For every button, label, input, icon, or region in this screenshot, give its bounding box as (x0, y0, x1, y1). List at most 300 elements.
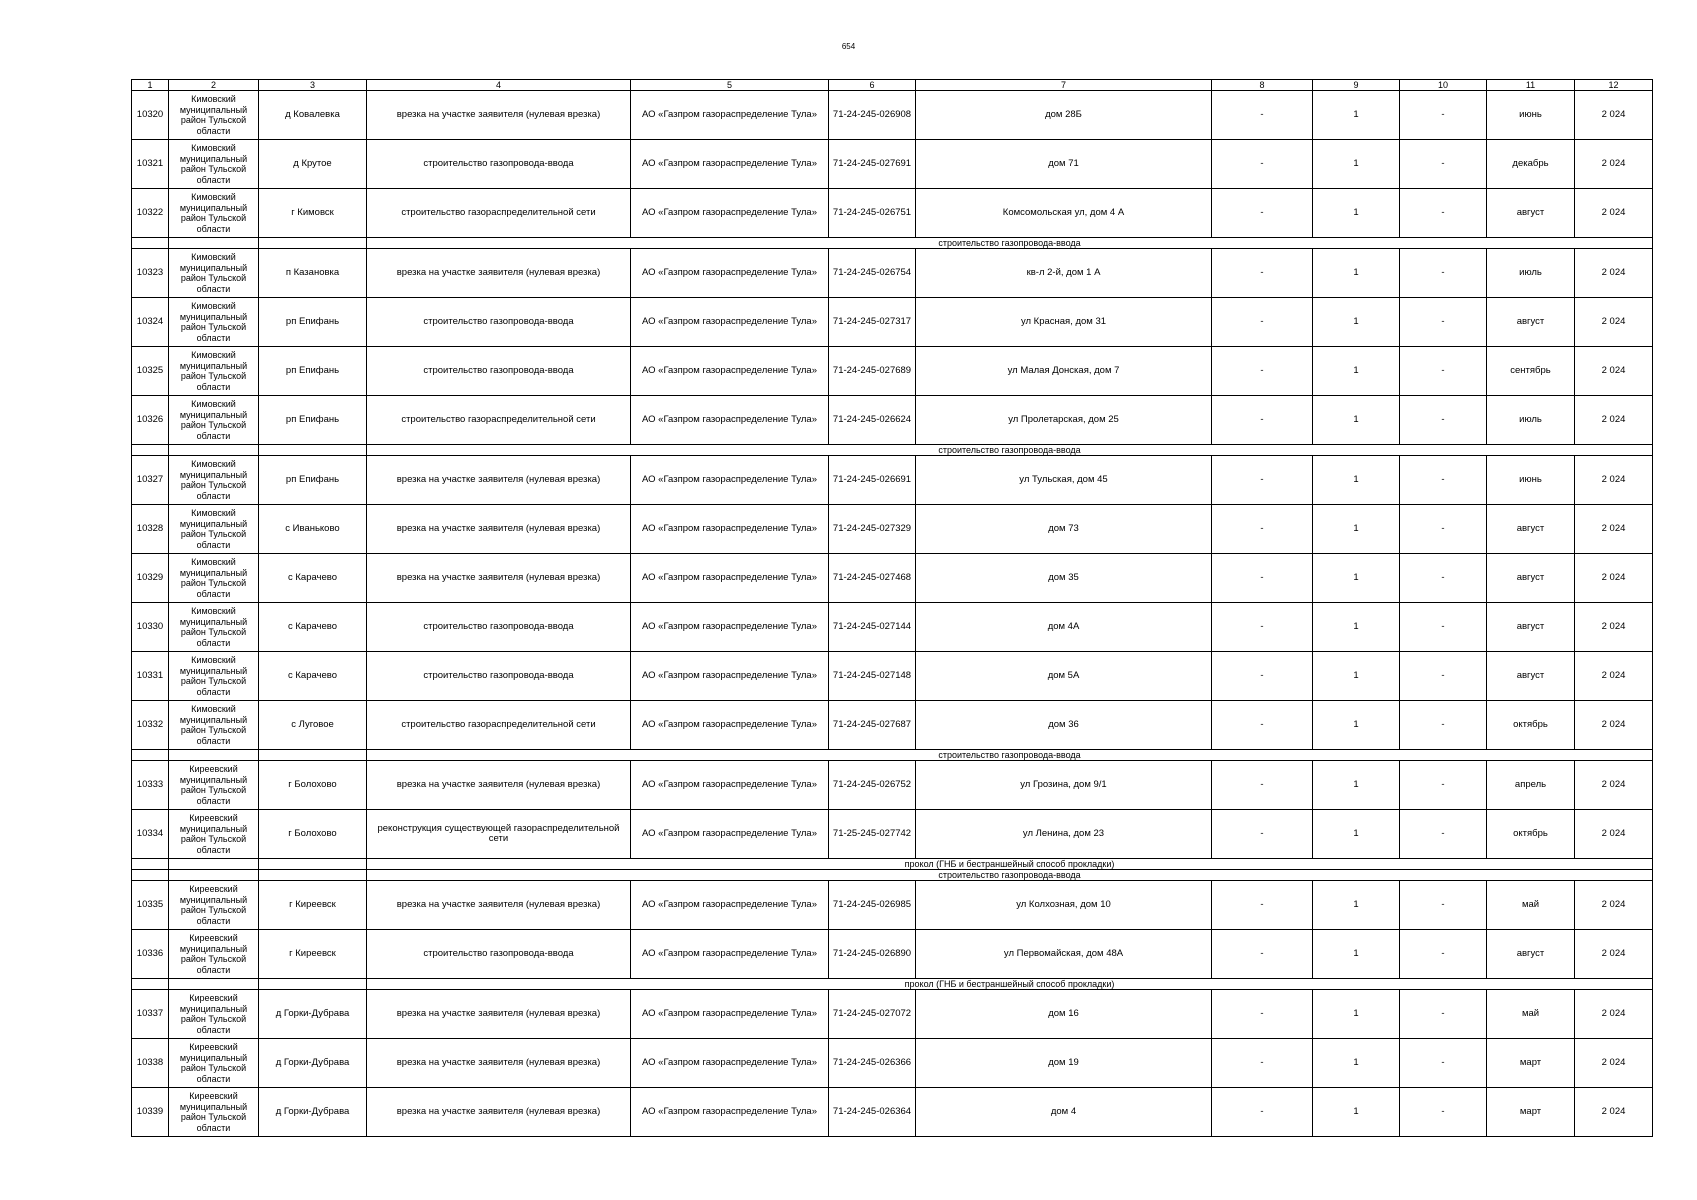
month-cell: март (1487, 1088, 1575, 1137)
row-number: 10326 (132, 396, 169, 445)
column-number: 11 (1487, 80, 1575, 91)
note-empty-1 (132, 870, 169, 881)
address-cell: ул Первомайская, дом 48А (916, 930, 1212, 979)
table-row (132, 140, 1653, 189)
year-cell: 2 024 (1575, 1039, 1653, 1088)
year-cell: 2 024 (1575, 881, 1653, 930)
column-10-cell: - (1400, 347, 1487, 396)
table-row (132, 249, 1653, 298)
district-cell: Кимовский муниципальный район Тульской области (169, 554, 259, 603)
locality-cell: д Горки-Дубрава (259, 1088, 367, 1137)
district-cell: Кимовский муниципальный район Тульской области (169, 456, 259, 505)
organization-cell: АО «Газпром газораспределение Тула» (631, 990, 829, 1039)
district-cell: Кимовский муниципальный район Тульской области (169, 249, 259, 298)
organization-cell: АО «Газпром газораспределение Тула» (631, 810, 829, 859)
application-code-cell: 71-24-245-026624 (829, 396, 916, 445)
year-cell: 2 024 (1575, 249, 1653, 298)
address-cell: Комсомольская ул, дом 4 А (916, 189, 1212, 238)
work-subtype-row (132, 238, 1653, 249)
organization-cell: АО «Газпром газораспределение Тула» (631, 603, 829, 652)
row-number: 10330 (132, 603, 169, 652)
organization-cell: АО «Газпром газораспределение Тула» (631, 881, 829, 930)
organization-cell: АО «Газпром газораспределение Тула» (631, 249, 829, 298)
district-cell: Кимовский муниципальный район Тульской области (169, 505, 259, 554)
work-type-cell: строительство газопровода-ввода (367, 140, 631, 189)
address-cell: ул Грозина, дом 9/1 (916, 761, 1212, 810)
column-8-cell: - (1212, 652, 1313, 701)
year-cell: 2 024 (1575, 810, 1653, 859)
month-cell: август (1487, 505, 1575, 554)
column-10-cell: - (1400, 761, 1487, 810)
year-cell: 2 024 (1575, 554, 1653, 603)
address-cell: ул Тульская, дом 45 (916, 456, 1212, 505)
note-empty-3 (259, 870, 367, 881)
locality-cell: д Ковалевка (259, 91, 367, 140)
organization-cell: АО «Газпром газораспределение Тула» (631, 396, 829, 445)
column-9-cell: 1 (1313, 761, 1400, 810)
column-10-cell: - (1400, 396, 1487, 445)
year-cell: 2 024 (1575, 1088, 1653, 1137)
table-row (132, 701, 1653, 750)
note-empty-1 (132, 238, 169, 249)
work-type-cell: строительство газопровода-ввода (367, 298, 631, 347)
application-code-cell: 71-24-245-027691 (829, 140, 916, 189)
column-10-cell: - (1400, 249, 1487, 298)
work-subtype-label: строительство газопровода-ввода (367, 750, 1653, 761)
column-8-cell: - (1212, 810, 1313, 859)
address-cell: дом 16 (916, 990, 1212, 1039)
locality-cell: г Болохово (259, 810, 367, 859)
column-10-cell: - (1400, 456, 1487, 505)
column-10-cell: - (1400, 554, 1487, 603)
address-cell: ул Ленина, дом 23 (916, 810, 1212, 859)
year-cell: 2 024 (1575, 140, 1653, 189)
month-cell: декабрь (1487, 140, 1575, 189)
column-8-cell: - (1212, 189, 1313, 238)
locality-cell: с Иваньково (259, 505, 367, 554)
district-cell: Кимовский муниципальный район Тульской области (169, 91, 259, 140)
work-type-cell: врезка на участке заявителя (нулевая врезка) (367, 761, 631, 810)
month-cell: апрель (1487, 761, 1575, 810)
column-8-cell: - (1212, 347, 1313, 396)
note-empty-3 (259, 445, 367, 456)
address-cell: ул Красная, дом 31 (916, 298, 1212, 347)
work-type-cell: строительство газопровода-ввода (367, 930, 631, 979)
column-number: 10 (1400, 80, 1487, 91)
column-10-cell: - (1400, 930, 1487, 979)
year-cell: 2 024 (1575, 930, 1653, 979)
organization-cell: АО «Газпром газораспределение Тула» (631, 189, 829, 238)
work-type-cell: строительство газопровода-ввода (367, 652, 631, 701)
row-number: 10332 (132, 701, 169, 750)
application-code-cell: 71-24-245-027144 (829, 603, 916, 652)
address-cell: ул Колхозная, дом 10 (916, 881, 1212, 930)
row-number: 10324 (132, 298, 169, 347)
column-number: 6 (829, 80, 916, 91)
locality-cell: с Карачево (259, 603, 367, 652)
table-row (132, 298, 1653, 347)
work-type-cell: врезка на участке заявителя (нулевая врезка) (367, 249, 631, 298)
column-number: 8 (1212, 80, 1313, 91)
column-number: 3 (259, 80, 367, 91)
note-empty-3 (259, 979, 367, 990)
year-cell: 2 024 (1575, 761, 1653, 810)
table-row (132, 761, 1653, 810)
column-8-cell: - (1212, 140, 1313, 189)
application-code-cell: 71-24-245-027689 (829, 347, 916, 396)
table-row (132, 881, 1653, 930)
column-10-cell: - (1400, 298, 1487, 347)
row-number: 10339 (132, 1088, 169, 1137)
organization-cell: АО «Газпром газораспределение Тула» (631, 701, 829, 750)
column-10-cell: - (1400, 701, 1487, 750)
district-cell: Киреевский муниципальный район Тульской области (169, 990, 259, 1039)
note-empty-2 (169, 238, 259, 249)
column-10-cell: - (1400, 990, 1487, 1039)
application-code-cell: 71-24-245-027317 (829, 298, 916, 347)
application-code-cell: 71-24-245-026691 (829, 456, 916, 505)
column-10-cell: - (1400, 1039, 1487, 1088)
year-cell: 2 024 (1575, 396, 1653, 445)
year-cell: 2 024 (1575, 189, 1653, 238)
work-subtype-label: строительство газопровода-ввода (367, 238, 1653, 249)
column-8-cell: - (1212, 554, 1313, 603)
locality-cell: рп Епифань (259, 396, 367, 445)
address-cell: дом 71 (916, 140, 1212, 189)
month-cell: август (1487, 554, 1575, 603)
column-8-cell: - (1212, 505, 1313, 554)
register-body (132, 80, 1653, 1137)
month-cell: август (1487, 652, 1575, 701)
note-empty-3 (259, 238, 367, 249)
address-cell: ул Пролетарская, дом 25 (916, 396, 1212, 445)
row-number: 10334 (132, 810, 169, 859)
work-subtype-row (132, 445, 1653, 456)
table-row (132, 810, 1653, 859)
work-subtype-label: строительство газопровода-ввода (367, 870, 1653, 881)
register-table (131, 79, 1653, 1137)
address-cell: дом 36 (916, 701, 1212, 750)
row-number: 10325 (132, 347, 169, 396)
address-cell: дом 35 (916, 554, 1212, 603)
district-cell: Киреевский муниципальный район Тульской области (169, 930, 259, 979)
column-number: 7 (916, 80, 1212, 91)
column-number: 1 (132, 80, 169, 91)
column-9-cell: 1 (1313, 140, 1400, 189)
application-code-cell: 71-24-245-027687 (829, 701, 916, 750)
district-cell: Кимовский муниципальный район Тульской области (169, 140, 259, 189)
column-9-cell: 1 (1313, 554, 1400, 603)
row-number: 10321 (132, 140, 169, 189)
column-8-cell: - (1212, 930, 1313, 979)
row-number: 10322 (132, 189, 169, 238)
column-10-cell: - (1400, 810, 1487, 859)
work-subtype-label: прокол (ГНБ и бестраншейный способ прокладки) (367, 859, 1653, 870)
row-number: 10338 (132, 1039, 169, 1088)
table-row (132, 603, 1653, 652)
organization-cell: АО «Газпром газораспределение Тула» (631, 298, 829, 347)
note-empty-3 (259, 750, 367, 761)
month-cell: сентябрь (1487, 347, 1575, 396)
column-9-cell: 1 (1313, 249, 1400, 298)
row-number: 10337 (132, 990, 169, 1039)
application-code-cell: 71-24-245-026752 (829, 761, 916, 810)
note-empty-1 (132, 859, 169, 870)
column-8-cell: - (1212, 990, 1313, 1039)
application-code-cell: 71-25-245-027742 (829, 810, 916, 859)
table-row (132, 505, 1653, 554)
column-9-cell: 1 (1313, 603, 1400, 652)
column-8-cell: - (1212, 761, 1313, 810)
work-subtype-row (132, 859, 1653, 870)
column-8-cell: - (1212, 701, 1313, 750)
work-type-cell: врезка на участке заявителя (нулевая врезка) (367, 456, 631, 505)
column-10-cell: - (1400, 652, 1487, 701)
table-row (132, 990, 1653, 1039)
column-9-cell: 1 (1313, 1088, 1400, 1137)
column-9-cell: 1 (1313, 91, 1400, 140)
application-code-cell: 71-24-245-026751 (829, 189, 916, 238)
row-number: 10335 (132, 881, 169, 930)
year-cell: 2 024 (1575, 505, 1653, 554)
year-cell: 2 024 (1575, 347, 1653, 396)
column-9-cell: 1 (1313, 189, 1400, 238)
month-cell: июнь (1487, 456, 1575, 505)
work-type-cell: строительство газопровода-ввода (367, 347, 631, 396)
month-cell: август (1487, 189, 1575, 238)
month-cell: июль (1487, 396, 1575, 445)
column-10-cell: - (1400, 140, 1487, 189)
column-number: 4 (367, 80, 631, 91)
column-9-cell: 1 (1313, 930, 1400, 979)
month-cell: июль (1487, 249, 1575, 298)
column-8-cell: - (1212, 456, 1313, 505)
year-cell: 2 024 (1575, 91, 1653, 140)
table-row (132, 189, 1653, 238)
table-row (132, 347, 1653, 396)
work-subtype-label: строительство газопровода-ввода (367, 445, 1653, 456)
application-code-cell: 71-24-245-026754 (829, 249, 916, 298)
column-9-cell: 1 (1313, 396, 1400, 445)
application-code-cell: 71-24-245-026908 (829, 91, 916, 140)
address-cell: дом 4А (916, 603, 1212, 652)
column-8-cell: - (1212, 881, 1313, 930)
column-10-cell: - (1400, 603, 1487, 652)
column-8-cell: - (1212, 249, 1313, 298)
row-number: 10327 (132, 456, 169, 505)
row-number: 10336 (132, 930, 169, 979)
note-empty-2 (169, 979, 259, 990)
address-cell: ул Малая Донская, дом 7 (916, 347, 1212, 396)
column-9-cell: 1 (1313, 298, 1400, 347)
column-10-cell: - (1400, 189, 1487, 238)
work-type-cell: строительство газораспределительной сети (367, 701, 631, 750)
work-type-cell: врезка на участке заявителя (нулевая врезка) (367, 554, 631, 603)
column-10-cell: - (1400, 1088, 1487, 1137)
note-empty-2 (169, 750, 259, 761)
column-number: 9 (1313, 80, 1400, 91)
month-cell: март (1487, 1039, 1575, 1088)
organization-cell: АО «Газпром газораспределение Тула» (631, 930, 829, 979)
organization-cell: АО «Газпром газораспределение Тула» (631, 456, 829, 505)
district-cell: Киреевский муниципальный район Тульской области (169, 1088, 259, 1137)
column-9-cell: 1 (1313, 1039, 1400, 1088)
organization-cell: АО «Газпром газораспределение Тула» (631, 554, 829, 603)
district-cell: Кимовский муниципальный район Тульской области (169, 298, 259, 347)
application-code-cell: 71-24-245-027072 (829, 990, 916, 1039)
row-number: 10329 (132, 554, 169, 603)
note-empty-3 (259, 859, 367, 870)
year-cell: 2 024 (1575, 701, 1653, 750)
table-row (132, 91, 1653, 140)
locality-cell: д Горки-Дубрава (259, 990, 367, 1039)
district-cell: Кимовский муниципальный район Тульской области (169, 603, 259, 652)
table-row (132, 1088, 1653, 1137)
row-number: 10328 (132, 505, 169, 554)
locality-cell: рп Епифань (259, 347, 367, 396)
locality-cell: д Горки-Дубрава (259, 1039, 367, 1088)
work-type-cell: реконструкция существующей газораспределительной сети (367, 810, 631, 859)
district-cell: Кимовский муниципальный район Тульской области (169, 652, 259, 701)
work-subtype-row (132, 979, 1653, 990)
work-type-cell: врезка на участке заявителя (нулевая врезка) (367, 881, 631, 930)
column-10-cell: - (1400, 91, 1487, 140)
work-subtype-row (132, 750, 1653, 761)
district-cell: Кимовский муниципальный район Тульской области (169, 396, 259, 445)
work-subtype-label: прокол (ГНБ и бестраншейный способ прокладки) (367, 979, 1653, 990)
work-type-cell: врезка на участке заявителя (нулевая врезка) (367, 1039, 631, 1088)
district-cell: Киреевский муниципальный район Тульской области (169, 761, 259, 810)
column-10-cell: - (1400, 505, 1487, 554)
month-cell: май (1487, 881, 1575, 930)
locality-cell: с Карачево (259, 652, 367, 701)
locality-cell: д Крутое (259, 140, 367, 189)
locality-cell: рп Епифань (259, 298, 367, 347)
locality-cell: г Кимовск (259, 189, 367, 238)
address-cell: кв-л 2-й, дом 1 А (916, 249, 1212, 298)
table-row (132, 1039, 1653, 1088)
month-cell: август (1487, 930, 1575, 979)
column-9-cell: 1 (1313, 881, 1400, 930)
column-8-cell: - (1212, 298, 1313, 347)
organization-cell: АО «Газпром газораспределение Тула» (631, 347, 829, 396)
application-code-cell: 71-24-245-026364 (829, 1088, 916, 1137)
work-type-cell: строительство газораспределительной сети (367, 396, 631, 445)
application-code-cell: 71-24-245-027148 (829, 652, 916, 701)
month-cell: август (1487, 298, 1575, 347)
column-9-cell: 1 (1313, 347, 1400, 396)
work-type-cell: строительство газораспределительной сети (367, 189, 631, 238)
month-cell: июнь (1487, 91, 1575, 140)
note-empty-1 (132, 979, 169, 990)
locality-cell: с Карачево (259, 554, 367, 603)
district-cell: Киреевский муниципальный район Тульской области (169, 881, 259, 930)
district-cell: Киреевский муниципальный район Тульской области (169, 810, 259, 859)
work-type-cell: врезка на участке заявителя (нулевая врезка) (367, 1088, 631, 1137)
column-9-cell: 1 (1313, 990, 1400, 1039)
organization-cell: АО «Газпром газораспределение Тула» (631, 1088, 829, 1137)
year-cell: 2 024 (1575, 456, 1653, 505)
work-type-cell: строительство газопровода-ввода (367, 603, 631, 652)
note-empty-1 (132, 445, 169, 456)
column-number-row (132, 80, 1653, 91)
application-code-cell: 71-24-245-027468 (829, 554, 916, 603)
column-8-cell: - (1212, 396, 1313, 445)
year-cell: 2 024 (1575, 603, 1653, 652)
note-empty-2 (169, 859, 259, 870)
work-type-cell: врезка на участке заявителя (нулевая врезка) (367, 990, 631, 1039)
organization-cell: АО «Газпром газораспределение Тула» (631, 761, 829, 810)
locality-cell: г Болохово (259, 761, 367, 810)
locality-cell: п Казановка (259, 249, 367, 298)
column-8-cell: - (1212, 1088, 1313, 1137)
column-10-cell: - (1400, 881, 1487, 930)
district-cell: Кимовский муниципальный район Тульской области (169, 347, 259, 396)
month-cell: октябрь (1487, 701, 1575, 750)
locality-cell: г Киреевск (259, 881, 367, 930)
note-empty-1 (132, 750, 169, 761)
column-9-cell: 1 (1313, 701, 1400, 750)
column-number: 12 (1575, 80, 1653, 91)
application-code-cell: 71-24-245-026890 (829, 930, 916, 979)
address-cell: дом 5А (916, 652, 1212, 701)
row-number: 10323 (132, 249, 169, 298)
column-9-cell: 1 (1313, 456, 1400, 505)
locality-cell: г Киреевск (259, 930, 367, 979)
column-number: 2 (169, 80, 259, 91)
column-8-cell: - (1212, 1039, 1313, 1088)
column-number: 5 (631, 80, 829, 91)
locality-cell: с Луговое (259, 701, 367, 750)
application-code-cell: 71-24-245-027329 (829, 505, 916, 554)
district-cell: Кимовский муниципальный район Тульской области (169, 189, 259, 238)
organization-cell: АО «Газпром газораспределение Тула» (631, 140, 829, 189)
organization-cell: АО «Газпром газораспределение Тула» (631, 1039, 829, 1088)
row-number: 10320 (132, 91, 169, 140)
column-9-cell: 1 (1313, 652, 1400, 701)
note-empty-2 (169, 870, 259, 881)
column-9-cell: 1 (1313, 810, 1400, 859)
table-row (132, 652, 1653, 701)
table-row (132, 396, 1653, 445)
column-8-cell: - (1212, 91, 1313, 140)
organization-cell: АО «Газпром газораспределение Тула» (631, 91, 829, 140)
year-cell: 2 024 (1575, 652, 1653, 701)
table-row (132, 930, 1653, 979)
year-cell: 2 024 (1575, 298, 1653, 347)
work-subtype-row (132, 870, 1653, 881)
locality-cell: рп Епифань (259, 456, 367, 505)
month-cell: октябрь (1487, 810, 1575, 859)
year-cell: 2 024 (1575, 990, 1653, 1039)
district-cell: Киреевский муниципальный район Тульской области (169, 1039, 259, 1088)
month-cell: май (1487, 990, 1575, 1039)
application-code-cell: 71-24-245-026985 (829, 881, 916, 930)
address-cell: дом 19 (916, 1039, 1212, 1088)
organization-cell: АО «Газпром газораспределение Тула» (631, 505, 829, 554)
application-code-cell: 71-24-245-026366 (829, 1039, 916, 1088)
work-type-cell: врезка на участке заявителя (нулевая врезка) (367, 91, 631, 140)
column-8-cell: - (1212, 603, 1313, 652)
address-cell: дом 28Б (916, 91, 1212, 140)
table-row (132, 554, 1653, 603)
column-9-cell: 1 (1313, 505, 1400, 554)
note-empty-2 (169, 445, 259, 456)
organization-cell: АО «Газпром газораспределение Тула» (631, 652, 829, 701)
month-cell: август (1487, 603, 1575, 652)
work-type-cell: врезка на участке заявителя (нулевая врезка) (367, 505, 631, 554)
page-number: 654 (841, 42, 856, 51)
